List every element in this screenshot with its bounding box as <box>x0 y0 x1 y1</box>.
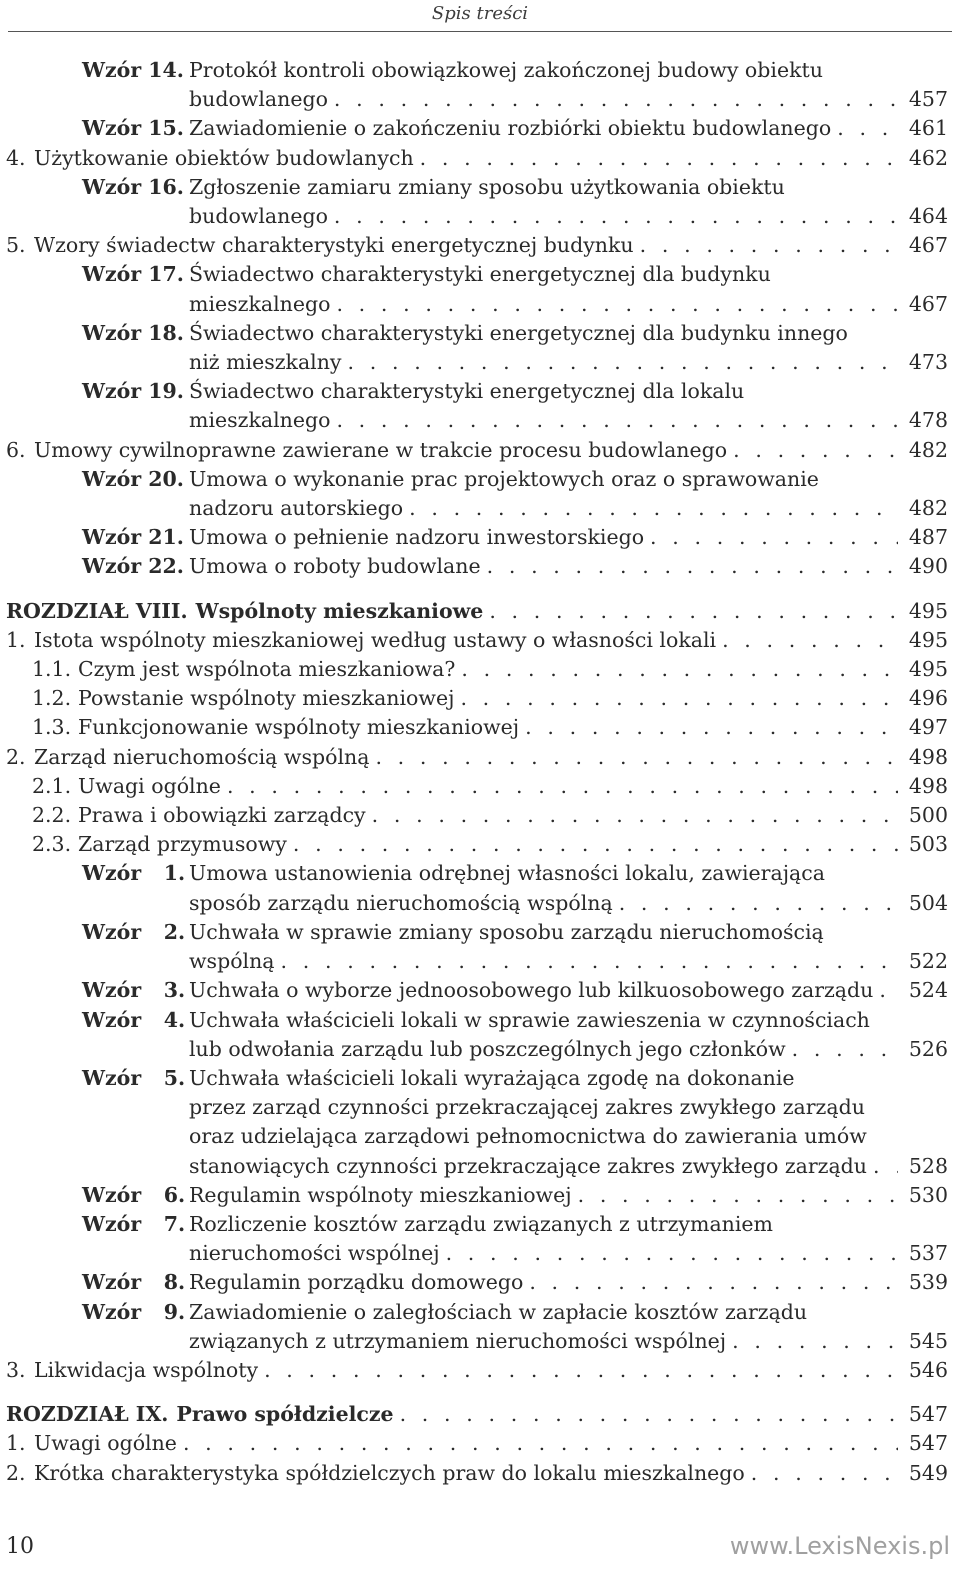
dot-leader <box>372 801 898 830</box>
toc-form-entry[interactable] <box>0 260 960 318</box>
toc-form-number: 2. <box>163 919 186 944</box>
toc-title-line: Uchwała właścicieli lokali wyrażająca zgodę na dokonanie <box>189 1065 795 1090</box>
toc-form-entry[interactable] <box>0 1181 960 1210</box>
dot-leader <box>400 1400 898 1429</box>
toc-page-number: 547 <box>908 1431 948 1456</box>
toc-section-entry[interactable] <box>0 801 960 830</box>
toc-number: Wzór 22. <box>82 554 184 579</box>
toc-title-line: mieszkalnego <box>189 408 331 433</box>
toc-page-number: 464 <box>908 204 948 229</box>
toc-section-entry[interactable] <box>0 1429 960 1458</box>
toc-page-number: 546 <box>908 1357 948 1382</box>
toc-title-line: budowlanego <box>189 87 328 112</box>
toc-title-line: Rozliczenie kosztów zarządu związanych z utrzymaniem <box>189 1211 773 1236</box>
toc-form-entry[interactable] <box>0 1298 960 1356</box>
toc-title-line: nieruchomości wspólnej <box>189 1241 440 1266</box>
toc-page-number: 462 <box>908 145 948 170</box>
toc-page-number: 487 <box>908 525 948 550</box>
dot-leader <box>183 1429 898 1458</box>
toc-page-number: 490 <box>908 554 948 579</box>
dot-leader <box>420 144 898 173</box>
dot-leader <box>348 348 898 377</box>
toc-page-number: 495 <box>908 657 948 682</box>
toc-page-number: 537 <box>908 1241 948 1266</box>
toc-section-entry[interactable] <box>0 626 960 655</box>
toc-title-line: Wzory świadectw charakterystyki energetycznej budynku <box>34 233 634 258</box>
dot-leader <box>375 743 898 772</box>
toc-title-line: sposób zarządu nieruchomością wspólną <box>189 890 613 915</box>
toc-form-entry[interactable] <box>0 918 960 976</box>
header-rule <box>8 31 952 32</box>
toc-page-number: 497 <box>908 715 948 740</box>
toc-title-line: związanych z utrzymaniem nieruchomości wspólnej <box>189 1328 727 1353</box>
toc-page-number: 549 <box>908 1460 948 1485</box>
page-footer <box>0 1528 960 1568</box>
toc-number: 2.1. <box>32 773 72 798</box>
dot-leader <box>264 1356 898 1385</box>
toc-form-number: 4. <box>163 1007 186 1032</box>
toc-title-line: Powstanie wspólnoty mieszkaniowej <box>78 686 455 711</box>
toc-form-number: 8. <box>163 1270 186 1295</box>
toc-chapter[interactable] <box>0 1400 960 1429</box>
toc-section-entry[interactable] <box>0 684 960 713</box>
toc-form-entry[interactable] <box>0 173 960 231</box>
toc-title-line: wspólną <box>189 949 275 974</box>
toc-title-line: Funkcjonowanie wspólnoty mieszkaniowej <box>78 715 520 740</box>
toc-section-entry[interactable] <box>0 231 960 260</box>
toc-form-label: Wzór <box>82 1007 142 1032</box>
toc-section-entry[interactable] <box>0 743 960 772</box>
dot-leader <box>529 1268 898 1297</box>
toc-form-label: Wzór <box>82 1211 142 1236</box>
toc-title-line: Regulamin porządku domowego <box>189 1270 524 1295</box>
toc-title-line: nadzoru autorskiego <box>189 496 404 521</box>
toc-page-number: 496 <box>908 686 948 711</box>
dot-leader <box>489 597 898 626</box>
toc-title-line: Uchwała o wyborze jednoosobowego lub kilkuosobowego zarządu <box>189 978 874 1003</box>
toc-section-entry[interactable] <box>0 436 960 465</box>
dot-leader <box>281 947 898 976</box>
toc-number <box>82 976 186 1005</box>
toc-form-entry[interactable] <box>0 114 960 143</box>
dot-leader <box>293 830 898 859</box>
dot-leader <box>733 436 898 465</box>
toc-form-entry[interactable] <box>0 56 960 114</box>
toc-title-line: Świadectwo charakterystyki energetycznej dla budynku <box>189 262 771 287</box>
toc-title-line: niż mieszkalny <box>189 350 342 375</box>
toc-form-label: Wzór <box>82 919 142 944</box>
toc-form-number: 9. <box>163 1299 186 1324</box>
dot-leader <box>446 1239 898 1268</box>
toc-page-number: 504 <box>908 890 948 915</box>
dot-leader <box>227 772 898 801</box>
toc-page-number: 498 <box>908 773 948 798</box>
toc-title-line: lub odwołania zarządu lub poszczególnych jego członków <box>189 1036 786 1061</box>
toc-title-line: Regulamin wspólnoty mieszkaniowej <box>189 1182 572 1207</box>
toc-form-entry[interactable] <box>0 319 960 377</box>
toc-title-line: Umowy cywilnoprawne zawierane w trakcie procesu budowlanego <box>34 437 728 462</box>
toc-page-number: 547 <box>908 1402 948 1427</box>
toc-number: Wzór 21. <box>82 525 184 550</box>
toc-title-line: Zawiadomienie o zakończeniu rozbiórki obiektu budowlanego <box>189 116 832 141</box>
toc-chapter[interactable] <box>0 597 960 626</box>
toc-title-line: Uwagi ogólne <box>34 1431 177 1456</box>
toc-title-line: Uchwała w sprawie zmiany sposobu zarządu nieruchomością <box>189 919 824 944</box>
dot-leader <box>640 231 898 260</box>
toc-page-number: 524 <box>908 978 948 1003</box>
toc-title-line: Uwagi ogólne <box>78 773 221 798</box>
dot-leader <box>873 1152 898 1181</box>
toc-page-number: 467 <box>908 291 948 316</box>
toc-form-entry[interactable] <box>0 1006 960 1064</box>
toc-form-label: Wzór <box>82 1065 142 1090</box>
dot-leader <box>751 1459 898 1488</box>
toc-title-line: Zgłoszenie zamiaru zmiany sposobu użytkowania obiektu <box>189 174 785 199</box>
toc-page-number: 500 <box>908 803 948 828</box>
toc-form-entry[interactable] <box>0 1268 960 1297</box>
toc-title-line: Zarząd przymusowy <box>78 832 287 857</box>
table-of-contents <box>0 56 960 1488</box>
toc-number: ROZDZIAŁ IX. <box>6 1402 169 1427</box>
dot-leader <box>619 889 898 918</box>
toc-page-number: 522 <box>908 949 948 974</box>
toc-form-entry[interactable] <box>0 1064 960 1181</box>
toc-section-entry[interactable] <box>0 1356 960 1385</box>
dot-leader <box>650 523 898 552</box>
toc-form-entry[interactable] <box>0 976 960 1005</box>
toc-form-entry[interactable] <box>0 523 960 552</box>
dot-leader <box>722 626 898 655</box>
toc-form-entry[interactable] <box>0 377 960 435</box>
toc-form-number: 3. <box>163 978 186 1003</box>
toc-title-line: Krótka charakterystyka spółdzielczych praw do lokalu mieszkalnego <box>34 1460 745 1485</box>
toc-number: Wzór 16. <box>82 174 184 199</box>
toc-section-entry[interactable] <box>0 830 960 859</box>
dot-leader <box>525 713 898 742</box>
toc-title-line: Wspólnoty mieszkaniowe <box>195 598 484 623</box>
toc-form-number: 5. <box>163 1065 186 1090</box>
toc-page-number: 482 <box>908 437 948 462</box>
toc-number: Wzór 20. <box>82 466 184 491</box>
toc-title-line: Prawo spółdzielcze <box>176 1402 394 1427</box>
toc-title-line: Umowa o pełnienie nadzoru inwestorskiego <box>189 525 645 550</box>
toc-number: Wzór 19. <box>82 379 184 404</box>
toc-number <box>82 1268 186 1297</box>
toc-title-line: Protokół kontroli obowiązkowej zakończonej budowy obiektu <box>189 58 823 82</box>
toc-number <box>82 859 186 888</box>
publisher-url[interactable]: www.LexisNexis.pl <box>729 1532 950 1560</box>
dot-leader <box>336 290 898 319</box>
toc-title-line: mieszkalnego <box>189 291 331 316</box>
dot-leader <box>879 976 898 1005</box>
toc-page-number: 478 <box>908 408 948 433</box>
toc-form-number: 7. <box>163 1211 186 1236</box>
dot-leader <box>487 552 898 581</box>
toc-section-entry[interactable] <box>0 655 960 684</box>
toc-number: Wzór 15. <box>82 116 184 141</box>
toc-number <box>82 1181 186 1210</box>
toc-title-line: Prawa i obowiązki zarządcy <box>78 803 366 828</box>
toc-title-line: Zawiadomienie o zaległościach w zapłacie kosztów zarządu <box>189 1299 808 1324</box>
toc-title-line: Zarząd nieruchomością wspólną <box>34 744 370 769</box>
toc-number: 1. <box>6 1431 26 1456</box>
dot-leader <box>837 114 898 143</box>
toc-form-label: Wzór <box>82 978 142 1003</box>
toc-number: 2. <box>6 744 26 769</box>
dot-leader <box>461 655 898 684</box>
toc-title-line: stanowiących czynności przekraczające zakres zwykłego zarządu <box>189 1153 868 1178</box>
toc-number: 2.2. <box>32 803 72 828</box>
toc-page-number: 495 <box>908 627 948 652</box>
toc-number: 1.1. <box>32 657 72 682</box>
toc-number: 1. <box>6 627 26 652</box>
toc-title-line: budowlanego <box>189 204 328 229</box>
toc-page-number: 539 <box>908 1270 948 1295</box>
toc-page-number: 467 <box>908 233 948 258</box>
running-header-title: Spis treści <box>431 3 529 24</box>
toc-section-entry[interactable] <box>0 144 960 173</box>
toc-form-entry[interactable] <box>0 552 960 581</box>
toc-title-line: Czym jest wspólnota mieszkaniowa? <box>78 657 456 682</box>
toc-number: Wzór 14. <box>82 58 184 82</box>
toc-number <box>82 1006 186 1035</box>
toc-number <box>82 1298 186 1327</box>
toc-form-label: Wzór <box>82 1270 142 1295</box>
toc-number <box>82 1064 186 1093</box>
toc-title-line: Istota wspólnoty mieszkaniowej według ustawy o własności lokali <box>34 627 717 652</box>
toc-number: Wzór 17. <box>82 262 184 287</box>
toc-section-entry[interactable] <box>0 713 960 742</box>
toc-number: 5. <box>6 233 26 258</box>
toc-number: 2.3. <box>32 832 72 857</box>
toc-title-line: Użytkowanie obiektów budowlanych <box>34 145 414 170</box>
toc-page-number: 461 <box>908 116 948 141</box>
toc-page-number: 495 <box>908 598 948 623</box>
toc-form-label: Wzór <box>82 861 142 886</box>
toc-number: ROZDZIAŁ VIII. <box>6 598 188 623</box>
toc-form-entry[interactable] <box>0 465 960 523</box>
toc-section-entry[interactable] <box>0 772 960 801</box>
toc-title-line: Umowa o roboty budowlane <box>189 554 481 579</box>
toc-page-number: 530 <box>908 1182 948 1207</box>
dot-leader <box>336 406 898 435</box>
dot-leader <box>409 494 898 523</box>
toc-page-number: 457 <box>908 87 948 112</box>
toc-title-line: Świadectwo charakterystyki energetycznej dla lokalu <box>189 379 745 404</box>
dot-leader <box>578 1181 898 1210</box>
toc-form-label: Wzór <box>82 1182 142 1207</box>
toc-title-line: Świadectwo charakterystyki energetycznej dla budynku innego <box>189 320 848 345</box>
toc-title-line: Umowa ustanowienia odrębnej własności lokalu, zawierająca <box>189 861 825 886</box>
toc-form-label: Wzór <box>82 1299 142 1324</box>
toc-number: 3. <box>6 1357 26 1382</box>
toc-page-number: 503 <box>908 832 948 857</box>
toc-form-number: 6. <box>163 1182 186 1207</box>
toc-form-entry[interactable] <box>0 1210 960 1268</box>
dot-leader <box>460 684 898 713</box>
toc-title-line: Uchwała właścicieli lokali w sprawie zawieszenia w czynnościach <box>189 1007 870 1032</box>
toc-number: 2. <box>6 1460 26 1485</box>
running-header <box>0 0 960 32</box>
toc-form-number: 1. <box>163 861 186 886</box>
toc-page-number: 498 <box>908 744 948 769</box>
dot-leader <box>732 1327 898 1356</box>
toc-title-line: Umowa o wykonanie prac projektowych oraz o sprawowanie <box>189 466 819 491</box>
toc-number: 6. <box>6 437 26 462</box>
toc-number: 4. <box>6 145 26 170</box>
toc-title-line: przez zarząd czynności przekraczającej zakres zwykłego zarządu <box>189 1095 865 1120</box>
dot-leader <box>334 202 898 231</box>
toc-title-line: Likwidacja wspólnoty <box>34 1357 259 1382</box>
toc-page-number: 526 <box>908 1036 948 1061</box>
toc-number: 1.3. <box>32 715 72 740</box>
toc-number: 1.2. <box>32 686 72 711</box>
dot-leader <box>792 1035 898 1064</box>
dot-leader <box>334 85 898 114</box>
toc-number <box>82 1210 186 1239</box>
toc-page-number: 482 <box>908 496 948 521</box>
toc-section-entry[interactable] <box>0 1459 960 1488</box>
toc-page-number: 473 <box>908 350 948 375</box>
toc-number: Wzór 18. <box>82 320 184 345</box>
toc-page-number: 528 <box>908 1153 948 1178</box>
toc-form-entry[interactable] <box>0 859 960 917</box>
toc-number <box>82 918 186 947</box>
toc-page-number: 545 <box>908 1328 948 1353</box>
page-number: 10 <box>6 1534 34 1559</box>
toc-title-line: oraz udzielająca zarządowi pełnomocnictwa do zawierania umów <box>189 1124 867 1149</box>
